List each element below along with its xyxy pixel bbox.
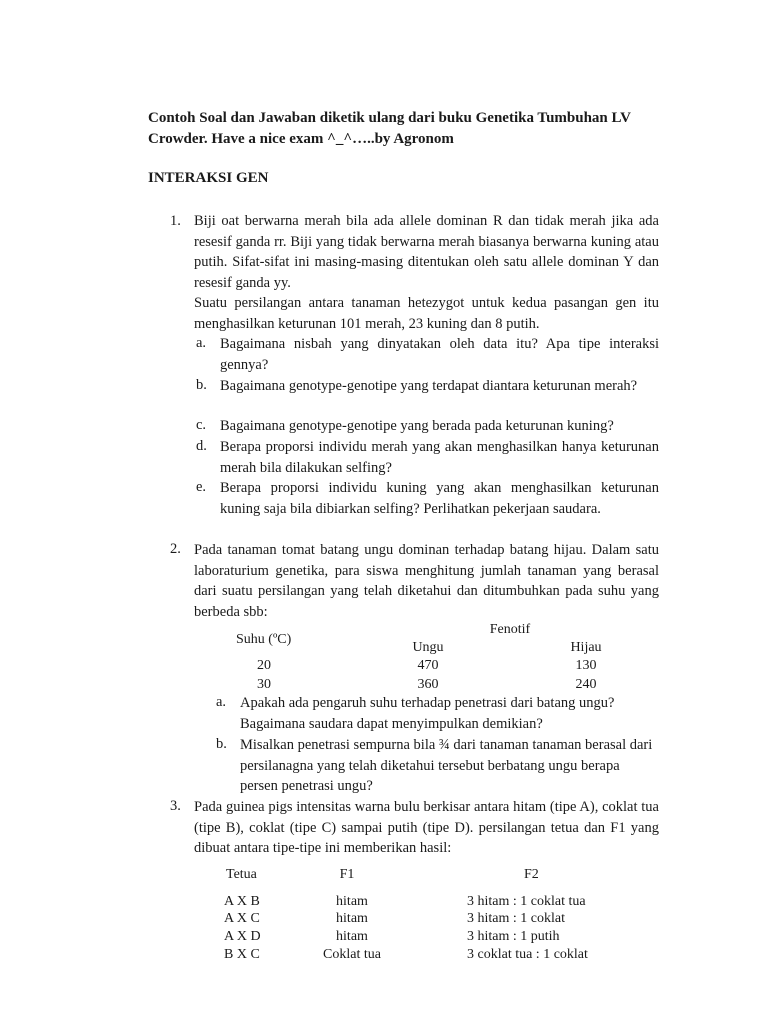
q1-item-c-text: Bagaimana genotype-genotipe yang berada pada keturunan kuning? [220,418,614,434]
question-2-paragraph: Pada tanaman tomat batang ungu dominan terhadap batang hijau. Dalam satu laboraturium genetika, para siswa menghitung jumlah tanaman yang berasal dari suatu persilangan yang telah diketahui dan ditumbuhkan pada suhu yang berbeda sbb: [194,542,659,620]
table-header-f2: F2 [524,867,539,882]
table-cell-f1: Coklat tua [323,947,381,962]
table-cell-f2: 3 hitam : 1 coklat tua [467,894,586,909]
q1-item-b-text: Bagaimana genotype-genotipe yang terdapat diantara keturunan merah? [220,378,638,394]
table-cell-ungu: 470 [417,658,439,673]
table-header-suhu: Suhu (ºC) [236,632,292,647]
q1-item-d-text: Berapa proporsi individu merah yang akan menghasilkan hanya keturunan merah bila dilakukan selfing? [220,439,659,476]
table-cell-tetua: A X C [224,911,260,926]
table-cell-f2: 3 coklat tua : 1 coklat [467,947,588,962]
table-header-hijau: Hijau [570,640,602,655]
table-cell-tetua: B X C [224,947,260,962]
table-cell-f1: hitam [336,911,368,926]
table-header-fenotif: Fenotif [489,622,531,637]
question-3-number: 3. [170,798,181,814]
q1-item-b-letter: b. [196,377,207,393]
table-cell-tetua: A X D [224,929,261,944]
question-2-number: 2. [170,541,181,557]
question-3-paragraph: Pada guinea pigs intensitas warna bulu berkisar antara hitam (tipe A), coklat tua (tipe B), coklat (tipe C) sampai putih (tipe D). persilangan tetua dan F1 yang dibuat antara tipe-tipe ini memberikan hasil: [194,799,659,856]
q2-item-b-text: Misalkan penetrasi sempurna bila ¾ dari tanaman tanaman berasal dari persilanagna yang telah diketahui tersebut berbatang ungu berapa persen penetrasi ungu? [240,737,653,794]
q1-item-e-letter: e. [196,479,207,495]
table-cell-f1: hitam [336,929,368,944]
table-cell-f2: 3 hitam : 1 coklat [467,911,565,926]
q1-item-d-letter: d. [196,438,207,454]
question-1-paragraph-1: Biji oat berwarna merah bila ada allele dominan R dan tidak merah jika ada resesif ganda rr. Biji yang tidak berwarna merah biasanya berwarna kuning atau putih. Sifat-sifat ini masing-masing ditentukan oleh satu allele dominan Y dan resesif ganda yy. [194,213,659,291]
table-cell-f2: 3 hitam : 1 putih [467,929,560,944]
q2-item-a-text: Apakah ada pengaruh suhu terhadap penetrasi dari batang ungu? Bagaimana saudara dapat menyimpulkan demikian? [240,695,615,732]
question-1-number: 1. [170,213,181,229]
table-cell-suhu: 30 [257,677,271,692]
table-cell-suhu: 20 [257,658,271,673]
q1-item-a-letter: a. [196,335,207,351]
table-header-ungu: Ungu [412,640,444,655]
document-title: Contoh Soal dan Jawaban diketik ulang dari buku Genetika Tumbuhan LV Crowder. Have a nice exam ^_^…..by Agronom [148,110,631,147]
q2-item-a-letter: a. [216,694,227,710]
table-cell-f1: hitam [336,894,368,909]
table-cell-tetua: A X B [224,894,260,909]
q1-item-a-text: Bagaimana nisbah yang dinyatakan oleh data itu? Apa tipe interaksi gennya? [220,336,659,373]
table-cell-hijau: 130 [575,658,597,673]
table-cell-ungu: 360 [417,677,439,692]
q2-item-b-letter: b. [216,736,227,752]
table-header-tetua: Tetua [226,867,257,882]
section-heading: INTERAKSI GEN [148,170,269,186]
question-1-paragraph-2: Suatu persilangan antara tanaman hetezygot untuk kedua pasangan gen itu menghasilkan keturunan 101 merah, 23 kuning dan 8 putih. [194,295,659,332]
table-header-f1: F1 [339,867,355,882]
table-cell-hijau: 240 [575,677,597,692]
q1-item-c-letter: c. [196,417,207,433]
q1-item-e-text: Berapa proporsi individu kuning yang akan menghasilkan keturunan kuning saja bila dibiarkan selfing? Perlihatkan pekerjaan saudara. [220,480,659,517]
